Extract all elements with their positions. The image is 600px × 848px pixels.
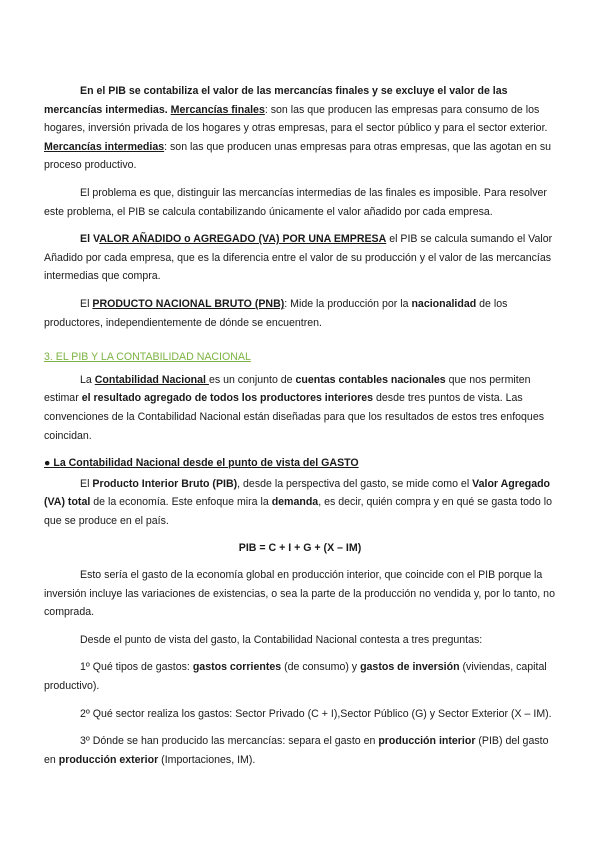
- term-valor-anadido: ALOR AÑADIDO o AGREGADO (VA) POR UNA EMPRESA: [99, 233, 387, 246]
- term-mercancias-intermedias: Mercancías intermedias: [44, 140, 165, 153]
- paragraph-preguntas: Desde el punto de vista del gasto, la Contabilidad Nacional contesta a tres preguntas:: [80, 633, 483, 646]
- paragraph-gasto-global: Esto sería el gasto de la economía global en producción interior, que coincide con el PIB porque la inversión incluye las variaciones de existencias, o sea la parte de la producción no vendida y, por lo tanto, no comprada.: [44, 569, 555, 619]
- section-title: 3. EL PIB Y LA CONTABILIDAD NACIONAL: [44, 351, 251, 364]
- question-1: 1º Qué tipos de gastos: gastos corrientes (de consumo) y gastos de inversión (viviendas, capital productivo).: [44, 661, 547, 693]
- subheading-gasto: ● La Contabilidad Nacional desde el punto de vista del GASTO: [44, 457, 359, 470]
- term-contabilidad-nacional: Contabilidad Nacional: [94, 373, 209, 386]
- paragraph-pnb: El PRODUCTO NACIONAL BRUTO (PNB): Mide la producción por la nacionalidad de los productores, independientemente de dónde se encuentren.: [44, 297, 508, 329]
- question-2: 2º Qué sector realiza los gastos: Sector Privado (C + I),Sector Público (G) y Sector Exterior (X – IM).: [80, 707, 552, 720]
- equation: PIB = C + I + G + (X – IM): [238, 542, 362, 555]
- paragraph-pib-gasto: El Producto Interior Bruto (PIB), desde la perspectiva del gasto, se mide como el Valor Agregado (VA) total de la economía. Este enfoque mira la demanda, es decir, quién compra y en qué se gasta todo lo que se produce en el país.: [44, 477, 552, 527]
- paragraph-problema: El problema es que, distinguir las mercancías intermedias de las finales es imposible. Para resolver este problema, el PIB se calcula contabilizando únicamente el valor añadido por cada empresa.: [44, 186, 547, 218]
- term-pnb: PRODUCTO NACIONAL BRUTO (PNB): [92, 297, 285, 310]
- paragraph-mercancias: En el PIB se contabiliza el valor de las mercancías finales y se excluye el valor de las mercancías intermedias. Mercancías finales: son las que producen las empresas para consumo de los hogares, inversión privada de los hogares y otras empresas, para el sector público y para el sector exterior. Mercancías intermedias: son las que producen unas empresas para otras empresas, que las agotan en su proceso productivo.: [44, 85, 552, 172]
- paragraph-valor-anadido: El VALOR AÑADIDO o AGREGADO (VA) POR UNA EMPRESA el PIB se calcula sumando el Valor Añadido por cada empresa, que es la diferencia entre el valor de su producción y el valor de las mercancías intermedias que compra.: [44, 233, 553, 283]
- bold-text: En el PIB se contabiliza el valor de las mercancías finales y se excluye el valor de las mercancías intermedias.: [44, 85, 508, 116]
- term-mercancias-finales: Mercancías finales: [170, 103, 265, 116]
- paragraph-contabilidad: La Contabilidad Nacional es un conjunto de cuentas contables nacionales que nos permiten estimar el resultado agregado de todos los productores interiores desde tres puntos de vista. Las convenciones de la Contabilidad Nacional están diseñadas para que los resultados de estos tres enfoques coincidan.: [44, 373, 545, 442]
- question-3: 3º Dónde se han producido las mercancías: separa el gasto en producción interior (PIB) del gasto en producción exterior (Importaciones, IM).: [44, 735, 549, 766]
